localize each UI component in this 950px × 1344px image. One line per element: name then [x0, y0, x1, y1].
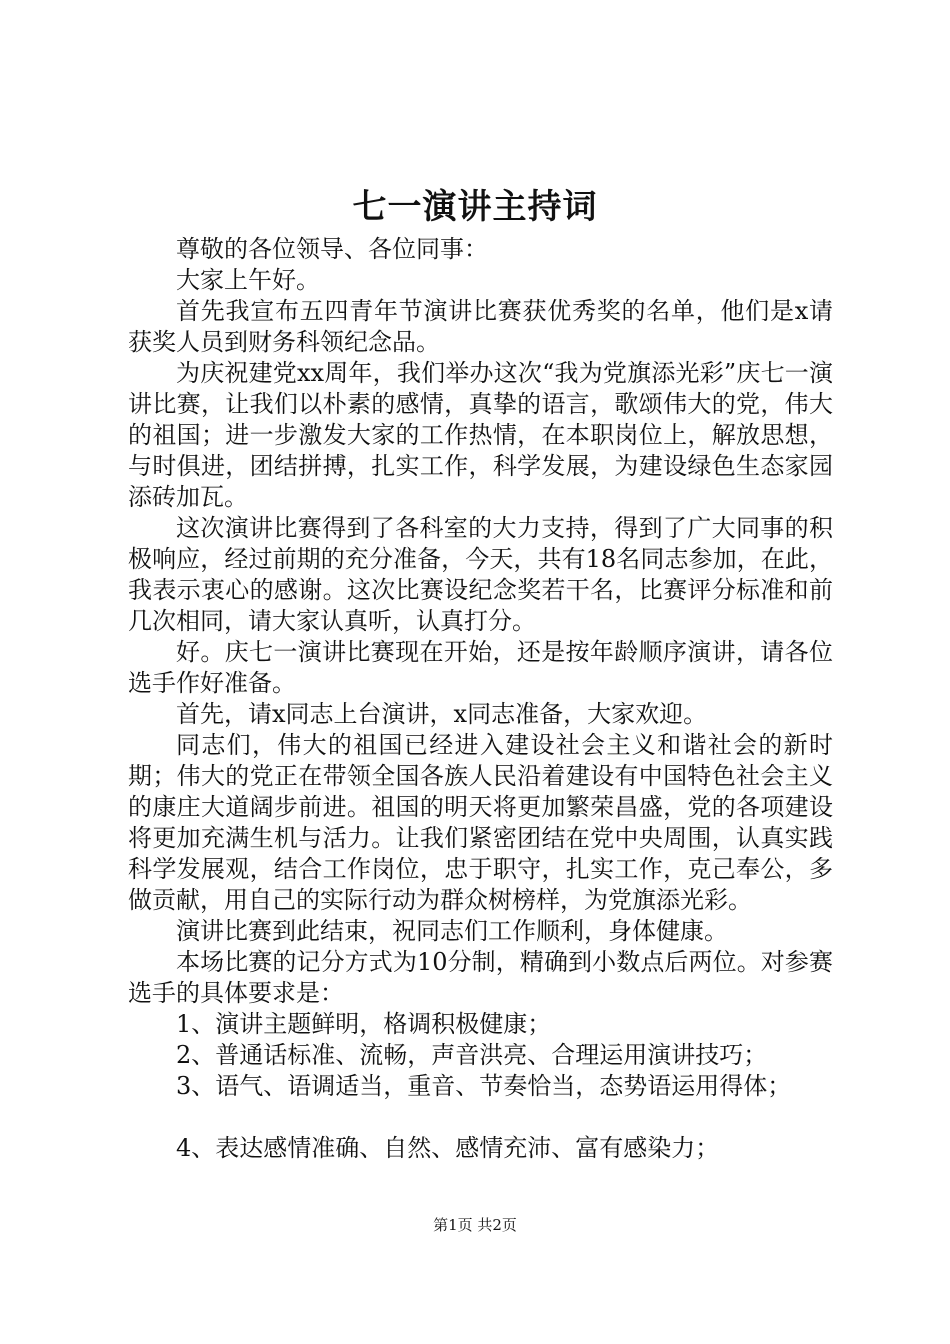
paragraph-first-speaker: 首先，请x同志上台演讲，x同志准备，大家欢迎。 [176, 700, 708, 728]
paragraph-end: 演讲比赛到此结束，祝同志们工作顺利，身体健康。 [176, 917, 728, 945]
paragraph-start: 好。庆七一演讲比赛现在开始，还是按年龄顺序演讲，请各位选手作好准备。 [128, 638, 833, 697]
paragraph-closing-speech: 同志们，伟大的祖国已经进入建设社会主义和谐社会的新时期；伟大的党正在带领全国各族人民沿着建设有中国特色社会主义的康庄大道阔步前进。祖国的明天将更加繁荣昌盛，党的各项建设将更加充满生机与活力。让我们紧密团结在党中央周围，认真实践科学发展观，结合工作岗位，忠于职守，扎实工作，克己奉公，多做贡献，用自己的实际行动为群众树榜样，为党旗添光彩。 [128, 731, 833, 914]
paragraph-scoring: 本场比赛的记分方式为10分制，精确到小数点后两位。对参赛选手的具体要求是： [128, 948, 833, 1007]
page-title: 七一演讲主持词 [352, 187, 598, 227]
list-item-requirement-2: 2、普通话标准、流畅，声音洪亮、合理运用演讲技巧； [176, 1041, 768, 1069]
page-number-footer: 第1页 共2页 [433, 1216, 517, 1234]
document-body [128, 234, 833, 1164]
paragraph-event-purpose: 为庆祝建党xx周年，我们举办这次“我为党旗添光彩”庆七一演讲比赛，让我们以朴素的感情，真挚的语言，歌颂伟大的党，伟大的祖国；进一步激发大家的工作热情，在本职岗位上，解放思想，与时俱进，团结拼搏，扎实工作，科学发展，为建设绿色生态家园添砖加瓦。 [128, 359, 833, 511]
paragraph-good-morning: 大家上午好。 [176, 266, 320, 294]
paragraph-thanks: 这次演讲比赛得到了各科室的大力支持，得到了广大同事的积极响应，经过前期的充分准备，今天，共有18名同志参加，在此，我表示衷心的感谢。这次比赛设纪念奖若干名，比赛评分标准和前几次相同，请大家认真听，认真打分。 [128, 514, 833, 635]
paragraph-award-announcement: 首先我宣布五四青年节演讲比赛获优秀奖的名单，他们是x请获奖人员到财务科领纪念品。 [128, 297, 833, 356]
paragraph-greeting: 尊敬的各位领导、各位同事： [176, 235, 488, 263]
list-item-requirement-4: 4、表达感情准确、自然、感情充沛、富有感染力； [176, 1134, 720, 1162]
list-item-requirement-3: 3、语气、语调适当，重音、节奏恰当，态势语运用得体； [176, 1072, 792, 1100]
list-item-requirement-1: 1、演讲主题鲜明，格调积极健康； [176, 1010, 552, 1038]
